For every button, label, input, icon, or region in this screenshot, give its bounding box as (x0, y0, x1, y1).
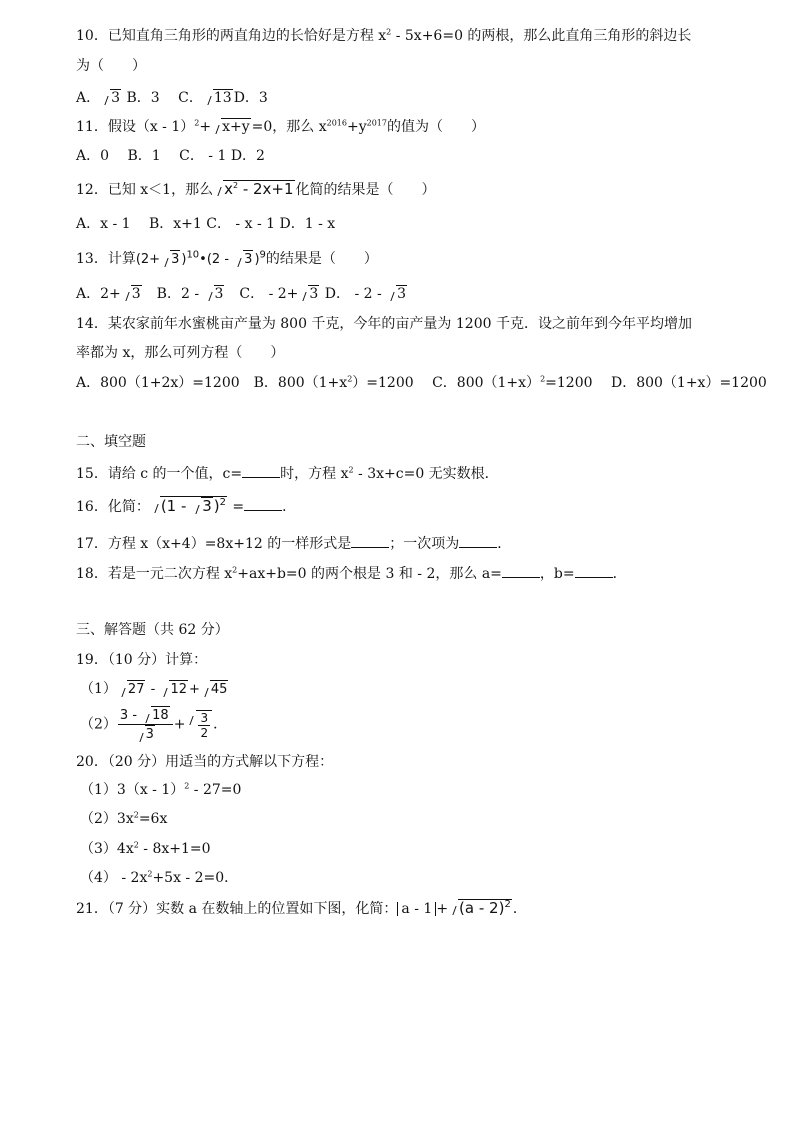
q11-exponent-2017: 2017 (366, 118, 387, 128)
question-12-stem (76, 179, 436, 200)
sqrt-radical (161, 250, 180, 270)
q18-text-b: +ax+b=0 的两个根是 3 和 - 2，那么 a= (237, 566, 502, 582)
radicand: 3 (202, 497, 212, 515)
q10-text: 10．已知直角三角形的两直角边的长恰好是方程 x (76, 28, 387, 44)
answer-blank[interactable] (351, 533, 389, 548)
denominator: 2 (200, 725, 209, 740)
q17-text-c: ． (497, 536, 512, 552)
answer-blank[interactable] (459, 533, 497, 548)
q11-text-b: =0，那么 x (251, 119, 327, 135)
question-14-stem (76, 314, 692, 334)
q17-text: 17．方程 x（x+4）=8x+12 的一样形式是 (76, 536, 352, 552)
radicand: 27 (127, 682, 145, 697)
q10-text-c: 为（ ） (76, 58, 146, 74)
part-text: （2）3x (80, 811, 134, 827)
sqrt-radical (136, 725, 155, 743)
sqrt-radical (204, 88, 233, 108)
question-17 (76, 533, 511, 554)
q18-text-d: ． (612, 566, 627, 582)
q11-options-text: A．0 B．1 C． - 1 D．2 (76, 148, 265, 164)
plus: + (173, 716, 186, 733)
sqrt-radical (122, 284, 142, 304)
question-15 (76, 463, 499, 484)
question-11-stem (76, 117, 485, 137)
expr-part: (2+ (135, 252, 161, 267)
exponent-9: 9 (259, 249, 266, 261)
q14-option-a: A．800（1+2x）=1200 B．800（1+x (76, 375, 348, 391)
numerator-text: 3 - (119, 708, 142, 723)
question-14-options (76, 373, 767, 393)
q11-exponent: 2 (194, 118, 200, 128)
q15-exponent: 2 (348, 465, 354, 475)
fraction (118, 706, 173, 743)
radicand-rest: - 2x+1 (238, 180, 294, 198)
expr-part: ) (254, 252, 260, 267)
q13-option-c: C． - 2+ (225, 286, 299, 302)
sqrt-radical-fraction (186, 708, 212, 744)
q19-text: 19．（10 分）计算： (76, 652, 208, 668)
q12-options-text: A．x - 1 B．x+1 C． - x - 1 D．1 - x (76, 216, 336, 232)
q15-text-b: 时，方程 x (280, 466, 349, 482)
sqrt-radical (234, 250, 253, 270)
question-13-stem (76, 249, 378, 270)
question-19-part-2 (80, 706, 227, 744)
question-21 (76, 898, 527, 919)
q12-text-b: 化简的结果是（ ） (295, 182, 436, 198)
q13-text: 13．计算 (76, 251, 136, 267)
question-20-stem (76, 752, 333, 772)
q14-text-b: 率都为 x，那么可列方程（ ） (76, 345, 285, 361)
absolute-value: a - 1 (397, 902, 436, 916)
q10-text-b: - 5x+6=0 的两根，那么此直角三角形的斜边长 (391, 28, 692, 44)
q14-text: 14．某农家前年水蜜桃亩产量为 800 千克，今年的亩产量为 1200 千克．设之前年到今年平均增加 (76, 316, 692, 332)
question-10-stem-cont (76, 56, 146, 76)
section-3-title: 三、解答题（共 62 分） (76, 622, 229, 638)
question-19-stem (76, 650, 207, 670)
question-10-stem (76, 26, 691, 46)
exponent: 2 (184, 781, 190, 791)
q14-option-b: ）=1200 C．800（1+x） (352, 375, 541, 391)
q13-text-b: 的结果是（ ） (265, 251, 378, 267)
radicand: 3 (111, 90, 121, 106)
expr-part: (2 - (206, 252, 234, 267)
question-20-part-2 (80, 809, 167, 829)
answer-blank[interactable] (575, 563, 613, 578)
plus: + (436, 901, 449, 917)
radicand: 3 (145, 727, 154, 742)
period: ． (512, 901, 527, 917)
q11-plus: + (199, 119, 212, 135)
question-16 (76, 496, 296, 517)
q10-option-b: B．3 C． (122, 90, 203, 106)
radicand: 12 (170, 682, 187, 697)
q15-text-c: - 3x+c=0 无实数根． (353, 466, 499, 482)
sqrt-radical (142, 706, 170, 724)
q13-option-a: A．2+ (76, 286, 121, 302)
q14-option-c: =1200 D．800（1+x）=1200 (545, 375, 767, 391)
answer-blank[interactable] (242, 463, 280, 478)
expr-part: (1 - (160, 497, 192, 515)
sqrt-radical (101, 88, 121, 108)
numerator: 3 (200, 710, 209, 725)
exponent: 2 (504, 899, 511, 910)
section-2-title: 二、填空题 (76, 434, 146, 450)
q17-text-b: ；一次项为 (389, 536, 460, 552)
exponent-10: 10 (186, 249, 200, 261)
question-20-part-3 (80, 839, 211, 859)
answer-blank[interactable] (244, 496, 282, 511)
sqrt-radical (214, 179, 294, 199)
q18-text: 18．若是一元二次方程 x (76, 566, 233, 582)
radicand: 3 (309, 286, 319, 302)
question-12-options (76, 214, 335, 234)
part-label: （2） (80, 716, 117, 733)
question-11-options (76, 146, 265, 166)
radicand: 18 (152, 708, 169, 723)
q21-text: 21．（7 分）实数 a 在数轴上的位置如下图，化简： (76, 901, 398, 917)
q10-exponent: 2 (386, 27, 392, 37)
q16-text: 16．化简： (76, 499, 150, 515)
sqrt-radical (151, 496, 227, 516)
radicand-x: x (224, 180, 233, 198)
question-20-part-1 (80, 780, 241, 800)
sqrt-radical (299, 284, 319, 304)
section-heading-solutions (76, 620, 229, 640)
part-text: =6x (138, 811, 168, 827)
radicand: 45 (210, 682, 228, 697)
radicand: 3 (171, 252, 180, 267)
q11-text-c: 的值为（ ） (386, 119, 485, 135)
radicand: x+y (222, 119, 250, 135)
minus: - (146, 682, 160, 697)
q16-text-c: ． (282, 499, 297, 515)
question-13-options (76, 284, 408, 304)
q10-option-d: D．3 (233, 90, 268, 106)
radicand: (a - 2) (459, 899, 505, 917)
q16-text-b: = (227, 499, 245, 515)
part-text: （4） - 2x (80, 870, 148, 886)
exponent: 2 (219, 497, 226, 508)
q14-exponent: 2 (540, 374, 546, 384)
q11-text: 11．假设（x - 1） (76, 119, 195, 135)
radicand: 3 (244, 252, 253, 267)
sqrt-radical (205, 284, 225, 304)
section-heading-fill-in (76, 432, 146, 452)
q18-exponent: 2 (232, 565, 238, 575)
exponent: 2 (147, 869, 153, 879)
exponent: 2 (133, 810, 139, 820)
sqrt-radical (449, 898, 512, 918)
q13-option-b: B．2 - (142, 286, 204, 302)
radicand: 3 (397, 286, 407, 302)
q13-option-d: D． - 2 - (320, 286, 387, 302)
expr-part: ) (213, 497, 220, 515)
q10-option-a-label: A． (76, 90, 101, 106)
sqrt-radical (118, 680, 146, 700)
q11-text-mid: +y (346, 119, 367, 135)
q15-text: 15．请给 c 的一个值，c= (76, 466, 243, 482)
q18-text-c: ，b= (539, 566, 575, 582)
part-text: - 8x+1=0 (138, 841, 211, 857)
radicand: 3 (131, 286, 141, 302)
question-18 (76, 563, 627, 584)
radicand: 13 (213, 90, 232, 106)
q20-text: 20．（20 分）用适当的方式解以下方程： (76, 754, 334, 770)
sqrt-radical (387, 284, 407, 304)
q11-exponent-2016: 2016 (326, 118, 347, 128)
fraction (198, 711, 210, 740)
part-text: - 27=0 (189, 782, 242, 798)
question-20-part-4 (80, 868, 238, 888)
sqrt-radical (201, 680, 229, 700)
sqrt-radical (212, 117, 251, 137)
part-label: （1） (80, 681, 117, 697)
q12-text: 12．已知 x＜1，那么 (76, 182, 214, 198)
question-14-stem-cont (76, 343, 284, 363)
period: ． (213, 716, 228, 733)
part-text: +5x - 2=0． (152, 870, 239, 886)
sqrt-radical-inner (192, 497, 213, 515)
plus: + (188, 682, 200, 697)
radicand: 3 (214, 286, 224, 302)
dot-operator: • (199, 252, 207, 267)
q13-expression (135, 249, 266, 267)
question-10-options (76, 88, 268, 108)
question-19-part-1 (80, 679, 229, 700)
q14-exponent: 2 (347, 374, 353, 384)
part-text: （1）3（x - 1） (80, 782, 185, 798)
radicand-exponent: 2 (232, 181, 239, 190)
sqrt-radical (160, 680, 188, 700)
expr-part: ) (181, 252, 187, 267)
answer-blank[interactable] (502, 563, 540, 578)
part-text: （3）4x (80, 841, 134, 857)
exponent: 2 (133, 840, 139, 850)
